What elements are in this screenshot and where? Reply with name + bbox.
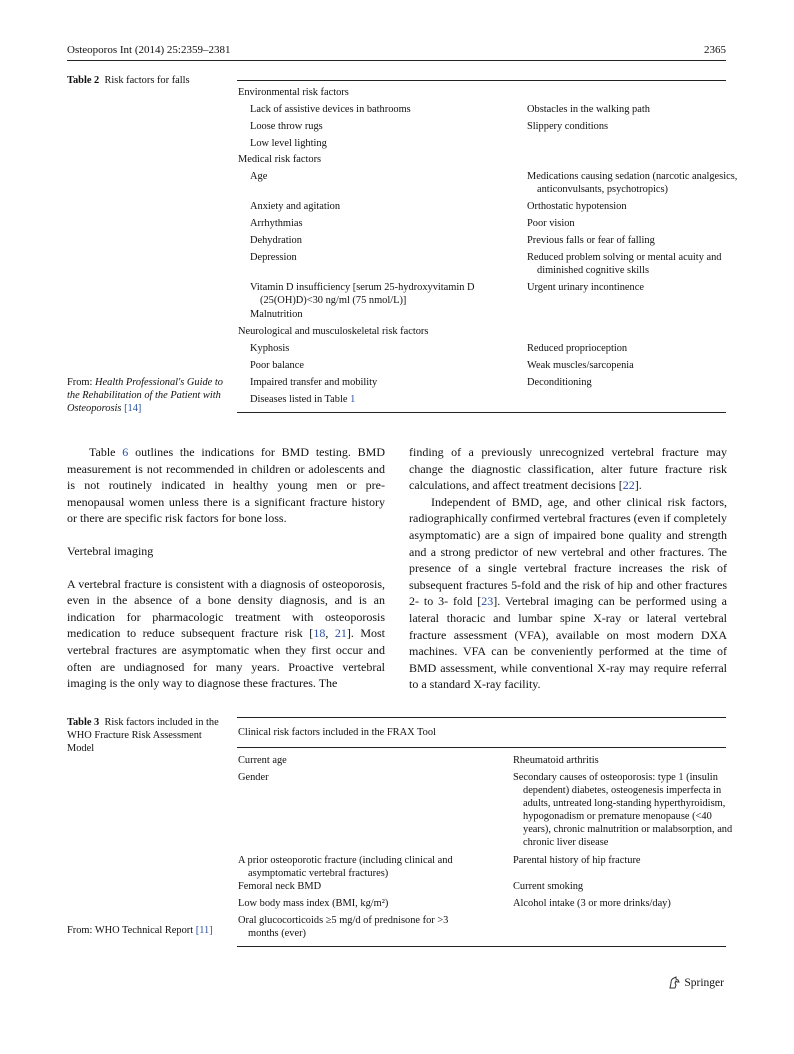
table2-cell: Vitamin D insufficiency [serum 25-hydroxyvitamin D (25(OH)D)<30 ng/ml (75 nmol/L)] (250, 282, 475, 306)
reference-link[interactable]: 23 (481, 594, 494, 609)
table2-cell: Arrhythmias (250, 218, 303, 229)
table2-cell: Poor balance (250, 360, 304, 371)
table3-cell: Low body mass index (BMI, kg/m²) (238, 898, 389, 909)
table3-cell: Gender (238, 772, 269, 783)
section-heading-vertebral-imaging: Vertebral imaging (67, 543, 154, 558)
table2-source-prefix: From: (67, 377, 96, 388)
table3-caption-text: Risk factors included in the WHO Fracture Risk Assessment Model (67, 717, 219, 754)
table3-column-header: Clinical risk factors included in the FRAX Tool (238, 727, 436, 738)
table2-label: Table 2 (67, 75, 100, 86)
table2-source (67, 376, 227, 415)
table3-cell: Oral glucocorticoids ≥5 mg/d of prednisone for >3 months (ever) (238, 915, 449, 939)
paragraph-text: ]. (634, 478, 642, 493)
table2-source-title: Health Professional's Guide to the Rehabilitation of the Patient with Osteoporosis (67, 377, 223, 414)
table2-cell: Obstacles in the walking path (527, 104, 650, 115)
table3-cell: Current age (238, 755, 287, 766)
paragraph-text: ]. Vertebral imaging can be performed using a lateral thoracic and lumbar spine X-ray or lateral vertebral fracture assessment (VFA), available on most modern DXA machines. VFA can be conveniently performed at the time of BMD assessment, while conventional X-ray may require referral to a standard X-ray facility. (409, 594, 727, 692)
paragraph-text: ]. Most vertebral fractures are asymptomatic when they first occur and often are undiagnosed for many years. Proactive vertebral imaging is the only way to diagnose these fractures. The (67, 626, 386, 691)
paragraph-text: A vertebral fracture is consistent with a diagnosis of osteoporosis, even in the absence of a bone density diagnosis, and is an indication for pharmacologic treatment with osteoporosis medication to reduce subsequent fracture risk [ (67, 576, 385, 641)
table2-cell: Lack of assistive devices in bathrooms (250, 104, 411, 115)
table2-cell: Orthostatic hypotension (527, 201, 627, 212)
table2-cell: Anxiety and agitation (250, 201, 341, 212)
table2-cell: Medications causing sedation (narcotic analgesics, anticonvulsants, psychotropics) (527, 171, 738, 195)
table2-cell: Malnutrition (250, 309, 303, 320)
paragraph-text: Independent of BMD, age, and other clinical risk factors, radiographically confirmed vertebral fractures (even if completely asymptomatic) are a sign of impaired bone quality and strength and a strong predictor of new vertebral and other fractures. The presence of a single vertebral fracture increases the risk of subsequent fractures 5-fold and the risk of hip and other fractures 2- to 3- fold [ (409, 494, 727, 609)
table2-cell: Dehydration (250, 235, 302, 246)
table2-caption (67, 74, 227, 87)
table3-cell: Current smoking (513, 881, 584, 892)
table2-section-environmental: Environmental risk factors (238, 87, 349, 98)
table2-cell: Impaired transfer and mobility (250, 377, 378, 388)
table2-cell: Poor vision (527, 218, 575, 229)
table3-cell: Alcohol intake (3 or more drinks/day) (513, 898, 671, 909)
running-header-journal: Osteoporos Int (2014) 25:2359–2381 (67, 44, 231, 56)
body-right-column (409, 444, 727, 693)
table3-source (67, 924, 217, 937)
page-number: 2365 (704, 44, 726, 56)
header-rule (67, 60, 726, 61)
table3-cell: Secondary causes of osteoporosis: type 1 (insulin dependent) diabetes, osteogenesis imperfecta in adults, untreated long-standing hyperthyroidism, hypogonadism or premature menopause (<40 years), chronic malnutrition or malabsorption, and chronic liver disease (513, 772, 733, 848)
table2-top-rule (237, 80, 726, 81)
paragraph (67, 576, 385, 692)
table3-header-rule (237, 747, 726, 748)
table3-cell: Rheumatoid arthritis (513, 755, 599, 766)
springer-horse-icon (667, 976, 681, 990)
table3-bottom-rule (237, 946, 726, 947)
table2-cell: Low level lighting (250, 138, 327, 149)
table2-cell: Kyphosis (250, 343, 290, 354)
reference-link[interactable]: 6 (122, 445, 129, 459)
paragraph-text: finding of a previously unrecognized vertebral fracture may change the diagnostic classification, alter future fracture risk calculations, and affect treatment decisions [ (409, 445, 727, 493)
table2-section-neuro: Neurological and musculoskeletal risk factors (238, 326, 429, 337)
table2-cell: Reduced proprioception (527, 343, 628, 354)
paragraph (67, 444, 385, 527)
table2-cell: Previous falls or fear of falling (527, 235, 655, 246)
table2-cell (250, 393, 355, 406)
table2-cell: Loose throw rugs (250, 121, 323, 132)
reference-link[interactable]: 18 (313, 626, 326, 641)
paragraph-text: outlines the indications for BMD testing. BMD measurement is not recommended in children or adolescents and is not routinely indicated in healthy young men or pre-menopausal women unless there is a significant fracture history or there are specific risk factors for bone loss. (67, 445, 385, 526)
publisher-logo (667, 976, 724, 991)
table3-cell: Parental history of hip fracture (513, 855, 641, 866)
table2-cell: Slippery conditions (527, 121, 609, 132)
table3-caption (67, 716, 219, 755)
table2-section-medical: Medical risk factors (238, 154, 322, 165)
table2-cell-text: Diseases listed in Table (250, 394, 351, 405)
table2-cell: Deconditioning (527, 377, 592, 388)
table2-source-ref[interactable]: [14] (124, 403, 142, 414)
table2-cell: Age (250, 171, 268, 182)
paragraph-text: , (325, 626, 335, 641)
table3-source-prefix: From: WHO Technical Report (67, 925, 196, 936)
table3-cell: Femoral neck BMD (238, 881, 322, 892)
paragraph (409, 444, 727, 494)
reference-link[interactable]: 21 (334, 626, 347, 641)
paragraph-text: Table (89, 445, 123, 459)
table3-source-ref[interactable]: [11] (195, 925, 213, 936)
table3-cell: A prior osteoporotic fracture (including clinical and asymptomatic vertebral fractures) (238, 855, 453, 879)
table2-bottom-rule (237, 412, 726, 413)
table2-cell: Depression (250, 252, 297, 263)
table2-cell: Weak muscles/sarcopenia (527, 360, 634, 371)
table1-link[interactable]: 1 (350, 394, 356, 405)
reference-link[interactable]: 22 (622, 478, 635, 493)
publisher-name: Springer (684, 977, 724, 989)
table3-top-rule (237, 717, 726, 718)
table2-cell: Reduced problem solving or mental acuity and diminished cognitive skills (527, 252, 722, 276)
table2-caption-text: Risk factors for falls (104, 75, 190, 86)
table2-cell: Urgent urinary incontinence (527, 282, 644, 293)
paragraph (409, 494, 727, 693)
table3-label: Table 3 (67, 717, 100, 728)
body-left-column (67, 444, 385, 692)
